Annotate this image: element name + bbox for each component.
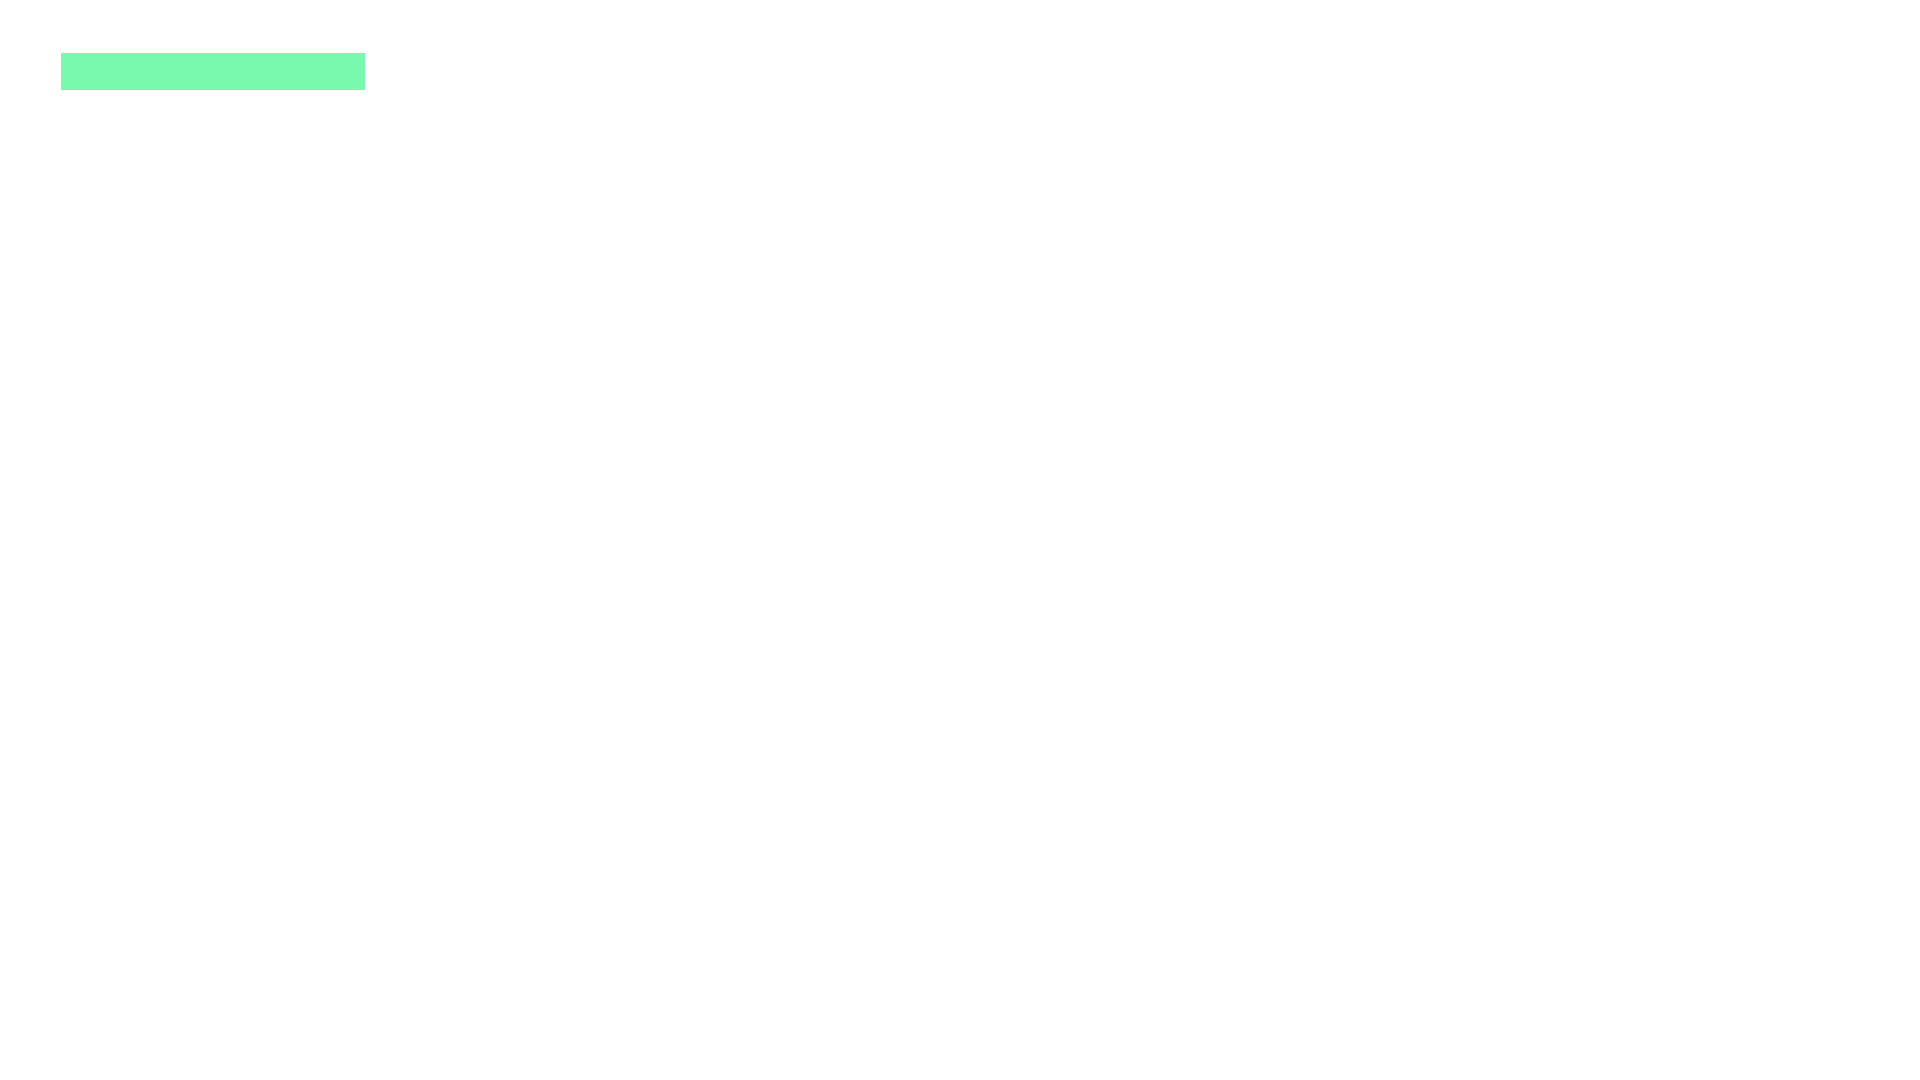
column-header xyxy=(778,200,804,300)
column-header xyxy=(1659,200,1685,300)
column-header xyxy=(1690,200,1716,300)
legend xyxy=(1852,1043,1870,1054)
column-headers-left xyxy=(61,200,838,300)
column-header xyxy=(809,200,835,300)
right-column xyxy=(973,200,1750,300)
column-headers-right xyxy=(973,200,1750,300)
section-badge xyxy=(61,53,365,90)
column-header xyxy=(1721,200,1747,300)
column-header xyxy=(747,200,773,300)
left-column xyxy=(61,200,838,300)
